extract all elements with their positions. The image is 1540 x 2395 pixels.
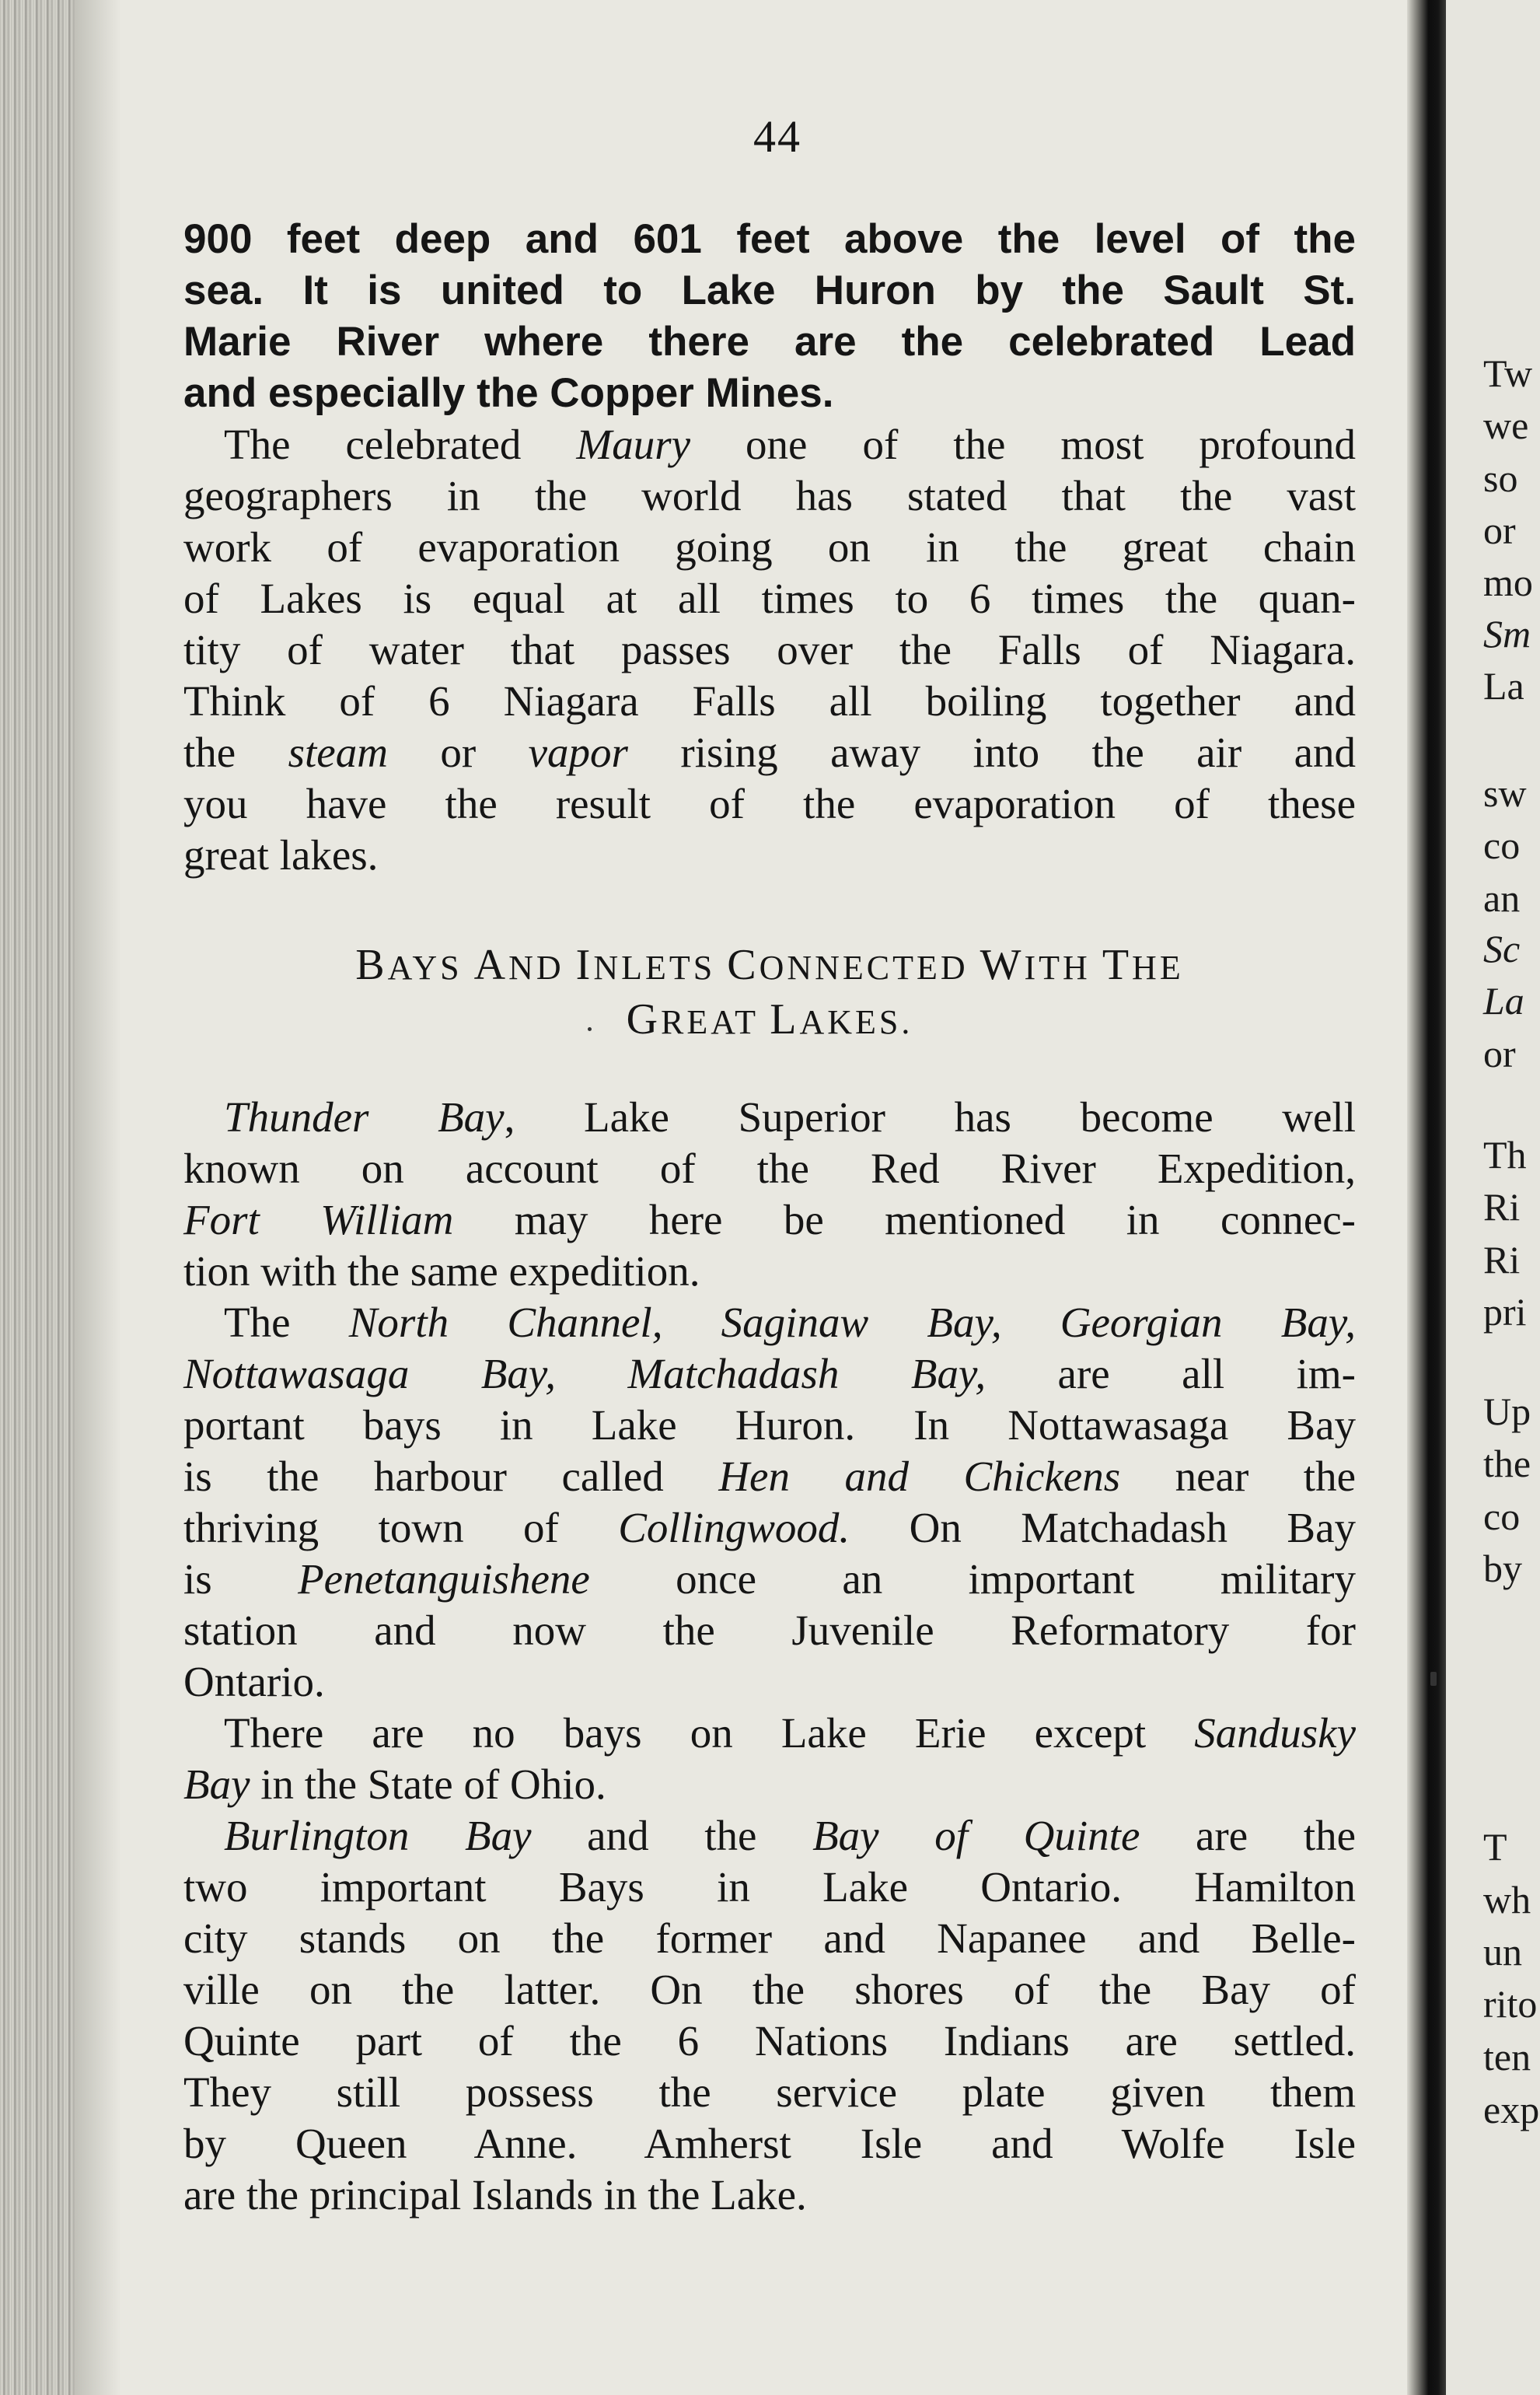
text-line: ville on the latter. On the shores of the Bay of <box>183 1966 1356 2013</box>
adjacent-page-fragment: Up <box>1483 1390 1531 1433</box>
text-line: Thunder Bay, Lake Superior has become well <box>224 1093 1356 1141</box>
text-line: and especially the Copper Mines. <box>183 370 834 416</box>
italic-term: vapor <box>528 729 628 776</box>
adjacent-page-fragment: exp <box>1483 2088 1540 2131</box>
maury-paragraph <box>183 419 1356 881</box>
italic-term: Collingwood. <box>618 1504 850 1551</box>
adjacent-page-fragment: so <box>1483 456 1518 500</box>
page-gutter <box>1407 0 1446 2395</box>
adjacent-page-edge <box>1446 0 1540 2395</box>
page-number: 44 <box>753 111 801 162</box>
text-line: They still possess the service plate given them <box>183 2068 1356 2116</box>
italic-term: Nottawasaga Bay, Matchadash Bay, <box>183 1350 987 1397</box>
italic-term: Maury <box>576 421 691 468</box>
lake-huron-bays-paragraph <box>183 1297 1356 1708</box>
print-speck <box>588 1027 592 1031</box>
adjacent-page-fragment: or <box>1483 1032 1516 1075</box>
section-heading-line-1: BAYS AND INLETS CONNECTED WITH THE <box>355 941 1184 989</box>
adjacent-page-fragment: mo <box>1483 561 1533 604</box>
adjacent-page-fragment: by <box>1483 1547 1522 1590</box>
adjacent-page-fragment: or <box>1483 509 1516 552</box>
italic-term: North Channel, Saginaw Bay, Georgian Bay, <box>348 1299 1356 1346</box>
adjacent-page-fragment: co <box>1483 1495 1521 1538</box>
italic-term: Burlington Bay <box>224 1812 532 1859</box>
italic-term: steam <box>288 729 388 776</box>
text-line: The celebrated Maury one of the most profound <box>224 421 1356 468</box>
text-line: is Penetanguishene once an important military <box>183 1555 1356 1603</box>
text-line: geographers in the world has stated that the vast <box>183 472 1356 519</box>
section-heading <box>183 939 1356 1048</box>
adjacent-page-fragment: we <box>1483 404 1529 447</box>
text-line: Burlington Bay and the Bay of Quinte are the <box>224 1812 1357 1859</box>
adjacent-page-fragment: wh <box>1483 1878 1531 1921</box>
text-line: portant bays in Lake Huron. In Nottawasaga Bay <box>183 1401 1356 1449</box>
text-line: great lakes. <box>183 831 379 879</box>
italic-term: Bay of Quinte <box>812 1812 1140 1859</box>
italic-term: Fort William <box>183 1196 454 1243</box>
thunder-bay-paragraph <box>183 1092 1356 1297</box>
italic-term: Bay <box>183 1760 250 1808</box>
adjacent-page-fragment: Ri <box>1483 1185 1521 1229</box>
adjacent-page-fragment: La <box>1483 979 1524 1023</box>
text-line: Marie River where there are the celebrated Lead <box>183 319 1356 365</box>
adjacent-page-fragment: ten <box>1483 2035 1531 2079</box>
adjacent-page-fragment: sw <box>1483 771 1527 815</box>
text-line: There are no bays on Lake Erie except Sandusky <box>224 1709 1356 1757</box>
text-line: two important Bays in Lake Ontario. Hamilton <box>183 1863 1356 1911</box>
italic-term: Penetanguishene <box>298 1555 590 1603</box>
text-line: The North Channel, Saginaw Bay, Georgian Bay, <box>224 1299 1356 1346</box>
text-line: tion with the same expedition. <box>183 1247 700 1295</box>
lake-erie-paragraph <box>183 1708 1356 1810</box>
adjacent-page-fragment: Ri <box>1483 1238 1521 1281</box>
text-line: Nottawasaga Bay, Matchadash Bay, are all im- <box>183 1350 1356 1397</box>
text-line: are the principal Islands in the Lake. <box>183 2171 807 2218</box>
adjacent-page-fragment: un <box>1483 1930 1522 1974</box>
adjacent-page-fragment: T <box>1483 1825 1507 1869</box>
adjacent-page-fragment: co <box>1483 823 1521 867</box>
text-line: is the harbour called Hen and Chickens near the <box>183 1453 1356 1500</box>
text-line: sea. It is united to Lake Huron by the Sault St. <box>183 267 1356 313</box>
adjacent-page-fragment: Th <box>1483 1133 1527 1177</box>
section-heading-line-2: GREAT LAKES. <box>626 995 913 1044</box>
adjacent-page-fragment: Sc <box>1483 927 1521 970</box>
intro-paragraph <box>183 214 1356 419</box>
text-line: Quinte part of the 6 Nations Indians are settled. <box>183 2017 1356 2065</box>
text-line: known on account of the Red River Expedition, <box>183 1145 1356 1192</box>
text-line: 900 feet deep and 601 feet above the level of the <box>183 216 1356 262</box>
text-line: of Lakes is equal at all times to 6 times the quan- <box>183 575 1356 622</box>
italic-term: Thunder Bay <box>224 1093 505 1141</box>
text-line: by Queen Anne. Amherst Isle and Wolfe Isle <box>183 2120 1356 2167</box>
text-line: Think of 6 Niagara Falls all boiling together and <box>183 677 1356 725</box>
italic-term: Sandusky <box>1194 1709 1356 1757</box>
adjacent-page-fragment: rito <box>1483 1982 1538 2026</box>
italic-term: Hen and Chickens <box>718 1453 1121 1500</box>
text-line: station and now the Juvenile Reformatory for <box>183 1607 1356 1654</box>
binding-shadow <box>75 0 121 2395</box>
text-line: work of evaporation going on in the great chain <box>183 523 1356 571</box>
adjacent-page-fragment: pri <box>1483 1290 1527 1334</box>
book-binding-edge <box>0 0 75 2395</box>
lake-ontario-paragraph <box>183 1810 1356 2221</box>
adjacent-page-fragment: Sm <box>1483 612 1531 656</box>
text-line: thriving town of Collingwood. On Matchadash Bay <box>183 1504 1356 1551</box>
text-line: the steam or vapor rising away into the air and <box>183 729 1356 776</box>
adjacent-page-fragment: the <box>1483 1442 1531 1485</box>
text-line: Bay in the State of Ohio. <box>183 1760 606 1808</box>
adjacent-page-fragment: La <box>1483 664 1524 708</box>
adjacent-page-fragment: Tw <box>1483 351 1533 395</box>
text-line: Fort William may here be mentioned in connec- <box>183 1196 1356 1243</box>
text-line: city stands on the former and Napanee and Belle- <box>183 1914 1356 1962</box>
text-line: tity of water that passes over the Falls of Niagara. <box>183 626 1356 673</box>
adjacent-page-fragment: an <box>1483 876 1521 920</box>
text-line: you have the result of the evaporation of these <box>183 780 1356 827</box>
print-speck <box>1430 1672 1437 1686</box>
text-line: Ontario. <box>183 1658 325 1705</box>
